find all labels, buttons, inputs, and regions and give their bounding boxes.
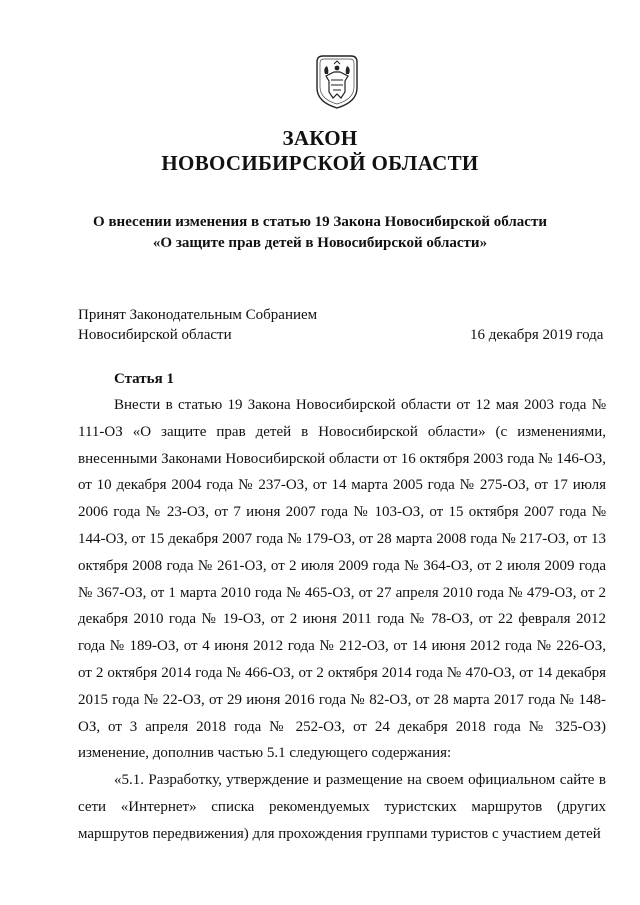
adopted-by-line1: Принят Законодательным Собранием <box>78 307 318 323</box>
region-title: НОВОСИБИРСКОЙ ОБЛАСТИ <box>161 151 479 175</box>
article-body <box>78 392 606 848</box>
adoption-date: 16 декабря 2019 года <box>470 327 604 343</box>
article-paragraph: «5.1. Разработку, утверждение и размещение на своем официальном сайте в сети «Интернет» списка рекомендуемых туристских маршрутов (других маршрутов передвижения) для прохождения группами туристов с участием детей <box>78 772 606 842</box>
coat-of-arms-icon <box>314 54 360 110</box>
law-subject-line1: О внесении изменения в статью 19 Закона Новосибирской области <box>93 214 547 230</box>
document-type-title: ЗАКОН <box>282 126 358 150</box>
law-subject-line2: «О защите прав детей в Новосибирской области» <box>152 235 488 251</box>
article-paragraph: Внести в статью 19 Закона Новосибирской области от 12 мая 2003 года № 111-ОЗ «О защите прав детей в Новосибирской области» (с изменениями, внесенными Законами Новосибирской области от 16 октября 2003 года № 146-ОЗ, от 10 декабря 2004 года № 237-ОЗ, от 14 марта 2005 года № 275-ОЗ, от 17 июля 2006 года № 23-ОЗ, от 7 июня 2007 года № 103-ОЗ, от 15 октября 2007 года № 144-ОЗ, от 15 декабря 2007 года № 179-ОЗ, от 28 марта 2008 года № 217-ОЗ, от 13 октября 2008 года № 261-ОЗ, от 2 июля 2009 года № 364-ОЗ, от 2 июля 2009 года № 367-ОЗ, от 1 марта 2010 года № 465-ОЗ, от 27 апреля 2010 года № 479-ОЗ, от 2 декабря 2010 года № 19-ОЗ, от 2 июня 2011 года № 78-ОЗ, от 22 февраля 2012 года № 189-ОЗ, от 4 июня 2012 года № 212-ОЗ, от 14 июня 2012 года № 226-ОЗ, от 2 октября 2014 года № 466-ОЗ, от 2 октября 2014 года № 470-ОЗ, от 14 декабря 2015 года № 22-ОЗ, от 29 июня 2016 года № 82-ОЗ, от 28 марта 2017 года № 148-ОЗ, от 3 апреля 2018 года № 252-ОЗ, от 24 декабря 2018 года № 325-ОЗ) изменение, дополнив частью 5.1 следующего содержания: <box>78 397 606 762</box>
adopted-by-line2: Новосибирской области <box>78 327 232 343</box>
article-heading: Статья 1 <box>114 371 174 387</box>
